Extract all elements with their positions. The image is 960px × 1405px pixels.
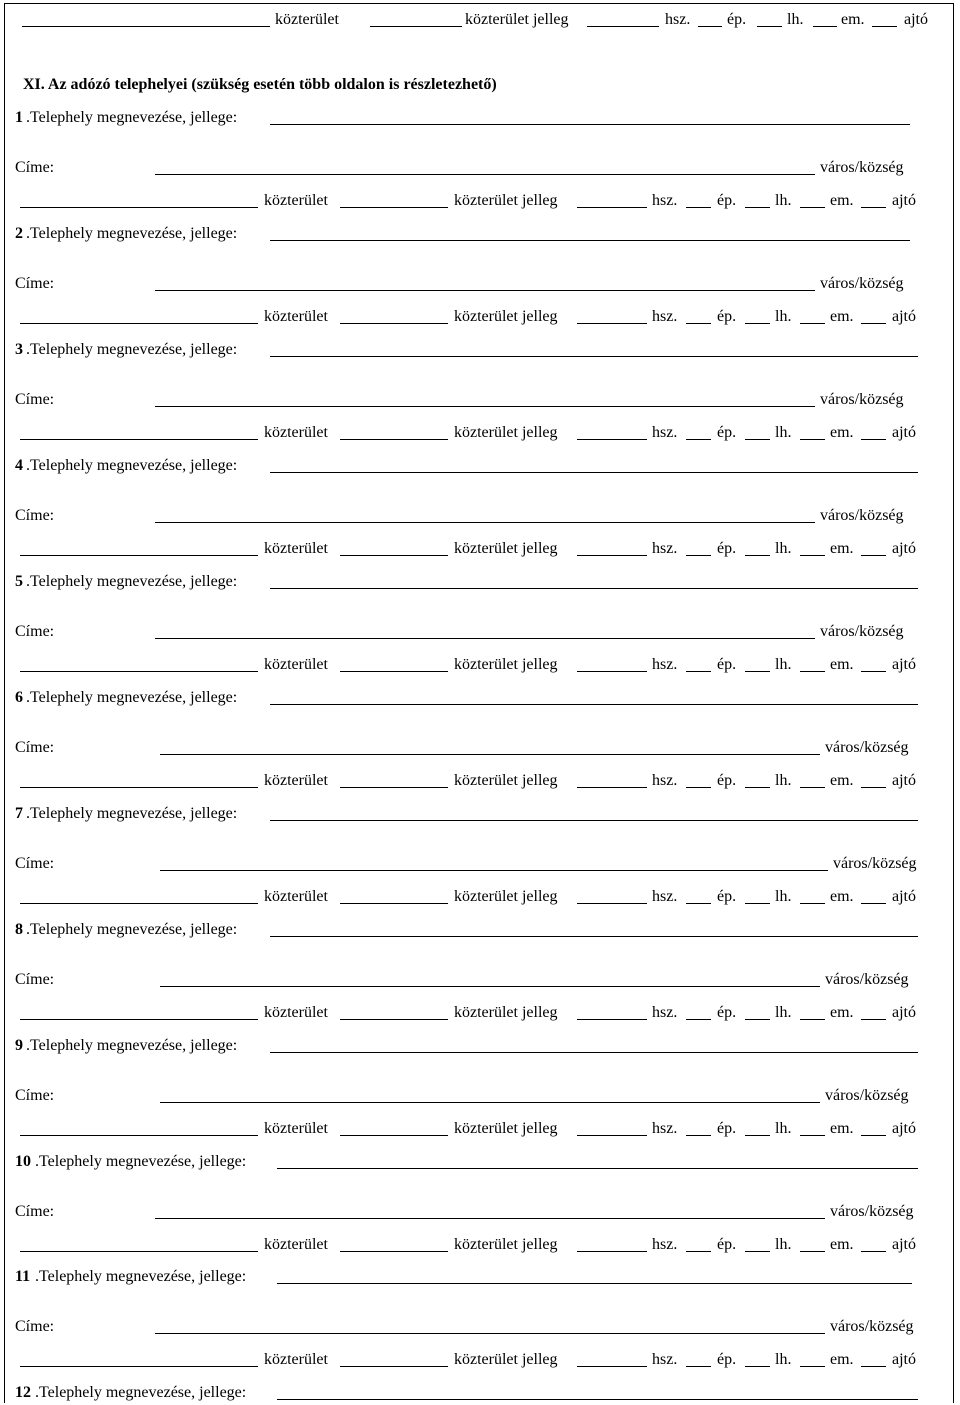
site-city-row <box>0 506 960 526</box>
em-label: em. <box>830 1351 854 1368</box>
cime-label: Címe: <box>15 1203 55 1220</box>
site-name-row <box>0 224 960 244</box>
varos-label: város/község <box>825 1087 909 1104</box>
site-number: 6 <box>15 689 23 706</box>
street-type-field[interactable] <box>340 1251 448 1252</box>
staircase-field[interactable] <box>745 323 770 324</box>
street-type-field[interactable] <box>340 323 448 324</box>
city-field[interactable] <box>160 1102 820 1103</box>
site-name-label: .Telephely megnevezése, jellege: <box>26 457 238 474</box>
floor-field[interactable] <box>800 787 825 788</box>
site-name-label: .Telephely megnevezése, jellege: <box>26 1037 238 1054</box>
lh-label: lh. <box>775 1120 792 1137</box>
ep-label: ép. <box>717 1351 737 1368</box>
site-name-row <box>0 340 960 360</box>
floor-field[interactable] <box>800 1251 825 1252</box>
hsz-label: hsz. <box>652 1236 678 1253</box>
cime-label: Címe: <box>15 623 55 640</box>
staircase-field[interactable] <box>745 903 770 904</box>
ep-label: ép. <box>717 308 737 325</box>
building-field[interactable] <box>686 787 711 788</box>
building-field[interactable] <box>686 439 711 440</box>
em-label: em. <box>841 11 865 28</box>
site-number: 2 <box>15 225 23 242</box>
site-city-row <box>0 970 960 990</box>
lh-label: lh. <box>775 540 792 557</box>
site-name-field[interactable] <box>270 1052 918 1053</box>
door-field[interactable] <box>861 903 886 904</box>
site-name-row <box>0 1267 960 1287</box>
kozterulet-jelleg-label: közterület jelleg <box>454 656 558 673</box>
site-name-field[interactable] <box>270 936 918 937</box>
house-number-field[interactable] <box>577 555 647 556</box>
ep-label: ép. <box>717 1120 737 1137</box>
city-field[interactable] <box>155 290 815 291</box>
ajto-label: ajtó <box>892 1236 916 1253</box>
site-name-field[interactable] <box>270 588 918 589</box>
site-number: 9 <box>15 1037 23 1054</box>
city-field[interactable] <box>155 406 815 407</box>
staircase-field[interactable] <box>745 439 770 440</box>
site-street-row <box>0 771 960 791</box>
ep-label: ép. <box>717 888 737 905</box>
site-name-label: .Telephely megnevezése, jellege: <box>26 341 238 358</box>
street-name-field[interactable] <box>20 1366 258 1367</box>
kozterulet-label: közterület <box>264 772 328 789</box>
cime-label: Címe: <box>15 507 55 524</box>
site-name-field[interactable] <box>277 1168 918 1169</box>
kozterulet-label: közterület <box>264 1120 328 1137</box>
floor-field[interactable] <box>813 26 837 27</box>
varos-label: város/község <box>820 391 904 408</box>
top-address-row <box>0 10 960 30</box>
hsz-label: hsz. <box>652 192 678 209</box>
em-label: em. <box>830 192 854 209</box>
lh-label: lh. <box>775 772 792 789</box>
street-type-field[interactable] <box>340 207 448 208</box>
floor-field[interactable] <box>800 555 825 556</box>
hsz-label: hsz. <box>652 656 678 673</box>
floor-field[interactable] <box>800 323 825 324</box>
floor-field[interactable] <box>800 207 825 208</box>
kozterulet-label: közterület <box>275 11 339 28</box>
site-street-row <box>0 887 960 907</box>
cime-label: Címe: <box>15 1318 55 1335</box>
hsz-label: hsz. <box>652 424 678 441</box>
hsz-label: hsz. <box>652 1004 678 1021</box>
floor-field[interactable] <box>800 1366 825 1367</box>
ajto-label: ajtó <box>892 308 916 325</box>
ep-label: ép. <box>717 424 737 441</box>
cime-label: Címe: <box>15 1087 55 1104</box>
lh-label: lh. <box>787 11 804 28</box>
house-number-field[interactable] <box>577 1366 647 1367</box>
site-street-row <box>0 655 960 675</box>
site-number: 5 <box>15 573 23 590</box>
door-field[interactable] <box>861 1366 886 1367</box>
em-label: em. <box>830 1236 854 1253</box>
house-number-field[interactable] <box>577 207 647 208</box>
house-number-field[interactable] <box>577 1019 647 1020</box>
site-street-row <box>0 1003 960 1023</box>
cime-label: Címe: <box>15 855 55 872</box>
site-name-label: .Telephely megnevezése, jellege: <box>35 1153 247 1170</box>
kozterulet-label: közterület <box>264 192 328 209</box>
city-field[interactable] <box>155 1333 825 1334</box>
street-name-field[interactable] <box>22 26 270 27</box>
floor-field[interactable] <box>800 439 825 440</box>
varos-label: város/község <box>830 1318 914 1335</box>
street-type-field[interactable] <box>340 787 448 788</box>
site-name-label: .Telephely megnevezése, jellege: <box>35 1268 247 1285</box>
kozterulet-jelleg-label: közterület jelleg <box>454 772 558 789</box>
street-type-field[interactable] <box>340 671 448 672</box>
door-field[interactable] <box>861 1135 886 1136</box>
street-name-field[interactable] <box>20 787 258 788</box>
lh-label: lh. <box>775 1004 792 1021</box>
street-name-field[interactable] <box>20 903 258 904</box>
city-field[interactable] <box>155 638 815 639</box>
site-number: 3 <box>15 341 23 358</box>
em-label: em. <box>830 308 854 325</box>
site-name-row <box>0 456 960 476</box>
kozterulet-jelleg-label: közterület jelleg <box>454 1120 558 1137</box>
site-name-label: .Telephely megnevezése, jellege: <box>26 689 238 706</box>
site-name-field[interactable] <box>270 820 918 821</box>
street-type-field[interactable] <box>340 439 448 440</box>
site-number: 11 <box>15 1268 31 1285</box>
kozterulet-label: közterület <box>264 1236 328 1253</box>
kozterulet-label: közterület <box>264 656 328 673</box>
ajto-label: ajtó <box>892 888 916 905</box>
em-label: em. <box>830 1004 854 1021</box>
site-name-field[interactable] <box>270 472 918 473</box>
street-name-field[interactable] <box>20 1251 258 1252</box>
ep-label: ép. <box>727 11 747 28</box>
lh-label: lh. <box>775 1351 792 1368</box>
ep-label: ép. <box>717 1236 737 1253</box>
site-city-row <box>0 1317 960 1337</box>
staircase-field[interactable] <box>757 26 782 27</box>
house-number-field[interactable] <box>577 1251 647 1252</box>
city-field[interactable] <box>155 1218 825 1219</box>
street-type-field[interactable] <box>340 1135 448 1136</box>
varos-label: város/község <box>830 1203 914 1220</box>
site-name-row <box>0 920 960 940</box>
site-city-row <box>0 1086 960 1106</box>
site-city-row <box>0 1202 960 1222</box>
city-field[interactable] <box>155 174 815 175</box>
hsz-label: hsz. <box>652 308 678 325</box>
cime-label: Címe: <box>15 971 55 988</box>
em-label: em. <box>830 656 854 673</box>
street-name-field[interactable] <box>20 1019 258 1020</box>
house-number-field[interactable] <box>577 903 647 904</box>
floor-field[interactable] <box>800 1019 825 1020</box>
street-name-field[interactable] <box>20 439 258 440</box>
ajto-label: ajtó <box>892 424 916 441</box>
door-field[interactable] <box>861 439 886 440</box>
kozterulet-jelleg-label: közterület jelleg <box>454 1004 558 1021</box>
varos-label: város/község <box>833 855 917 872</box>
floor-field[interactable] <box>800 1135 825 1136</box>
ep-label: ép. <box>717 192 737 209</box>
house-number-field[interactable] <box>577 671 647 672</box>
site-name-row <box>0 804 960 824</box>
site-street-row <box>0 539 960 559</box>
cime-label: Címe: <box>15 739 55 756</box>
site-city-row <box>0 738 960 758</box>
kozterulet-jelleg-label: közterület jelleg <box>454 192 558 209</box>
city-field[interactable] <box>160 870 828 871</box>
em-label: em. <box>830 1120 854 1137</box>
site-name-label: .Telephely megnevezése, jellege: <box>26 921 238 938</box>
em-label: em. <box>830 888 854 905</box>
staircase-field[interactable] <box>745 1019 770 1020</box>
section-title <box>0 75 960 95</box>
ep-label: ép. <box>717 772 737 789</box>
house-number-field[interactable] <box>577 787 647 788</box>
site-street-row <box>0 1235 960 1255</box>
building-field[interactable] <box>686 1135 711 1136</box>
ajto-label: ajtó <box>892 1004 916 1021</box>
staircase-field[interactable] <box>745 555 770 556</box>
site-number: 10 <box>15 1153 31 1170</box>
site-name-row <box>0 1383 960 1403</box>
ajto-label: ajtó <box>892 1120 916 1137</box>
site-name-row <box>0 108 960 128</box>
varos-label: város/község <box>825 971 909 988</box>
building-field[interactable] <box>686 207 711 208</box>
site-name-field[interactable] <box>277 1283 912 1284</box>
building-field[interactable] <box>686 671 711 672</box>
site-name-row <box>0 688 960 708</box>
site-city-row <box>0 622 960 642</box>
kozterulet-jelleg-label: közterület jelleg <box>465 11 569 28</box>
hsz-label: hsz. <box>652 888 678 905</box>
ajto-label: ajtó <box>904 11 928 28</box>
staircase-field[interactable] <box>745 787 770 788</box>
site-name-field[interactable] <box>270 356 918 357</box>
ep-label: ép. <box>717 540 737 557</box>
kozterulet-label: közterület <box>264 1004 328 1021</box>
em-label: em. <box>830 540 854 557</box>
kozterulet-jelleg-label: közterület jelleg <box>454 888 558 905</box>
site-name-label: .Telephely megnevezése, jellege: <box>26 225 238 242</box>
house-number-field[interactable] <box>577 323 647 324</box>
site-name-field[interactable] <box>277 1399 918 1400</box>
street-name-field[interactable] <box>20 671 258 672</box>
varos-label: város/község <box>825 739 909 756</box>
hsz-label: hsz. <box>652 540 678 557</box>
site-name-field[interactable] <box>270 240 910 241</box>
staircase-field[interactable] <box>745 207 770 208</box>
hsz-label: hsz. <box>665 11 691 28</box>
site-name-label: .Telephely megnevezése, jellege: <box>26 573 238 590</box>
city-field[interactable] <box>160 754 820 755</box>
site-number: 8 <box>15 921 23 938</box>
site-name-label: .Telephely megnevezése, jellege: <box>26 109 238 126</box>
hsz-label: hsz. <box>652 1120 678 1137</box>
staircase-field[interactable] <box>745 671 770 672</box>
varos-label: város/község <box>820 623 904 640</box>
door-field[interactable] <box>872 26 897 27</box>
kozterulet-jelleg-label: közterület jelleg <box>454 308 558 325</box>
street-name-field[interactable] <box>20 323 258 324</box>
site-city-row <box>0 390 960 410</box>
site-name-row <box>0 1036 960 1056</box>
site-number: 1 <box>15 109 23 126</box>
street-type-field[interactable] <box>370 26 462 27</box>
door-field[interactable] <box>861 1251 886 1252</box>
staircase-field[interactable] <box>745 1251 770 1252</box>
building-field[interactable] <box>686 555 711 556</box>
door-field[interactable] <box>861 207 886 208</box>
house-number-field[interactable] <box>577 1135 647 1136</box>
kozterulet-jelleg-label: közterület jelleg <box>454 540 558 557</box>
ajto-label: ajtó <box>892 772 916 789</box>
cime-label: Címe: <box>15 391 55 408</box>
kozterulet-label: közterület <box>264 1351 328 1368</box>
cime-label: Címe: <box>15 159 55 176</box>
street-type-field[interactable] <box>340 1019 448 1020</box>
site-street-row <box>0 191 960 211</box>
kozterulet-label: közterület <box>264 888 328 905</box>
varos-label: város/község <box>820 159 904 176</box>
varos-label: város/község <box>820 275 904 292</box>
street-type-field[interactable] <box>340 555 448 556</box>
building-field[interactable] <box>686 903 711 904</box>
site-name-row <box>0 1152 960 1172</box>
building-field[interactable] <box>686 323 711 324</box>
ajto-label: ajtó <box>892 656 916 673</box>
street-name-field[interactable] <box>20 207 258 208</box>
site-name-label: .Telephely megnevezése, jellege: <box>35 1384 247 1401</box>
staircase-field[interactable] <box>745 1366 770 1367</box>
street-name-field[interactable] <box>20 555 258 556</box>
house-number-field[interactable] <box>587 26 659 27</box>
lh-label: lh. <box>775 888 792 905</box>
house-number-field[interactable] <box>577 439 647 440</box>
site-city-row <box>0 158 960 178</box>
floor-field[interactable] <box>800 671 825 672</box>
site-number: 12 <box>15 1384 31 1401</box>
door-field[interactable] <box>861 1019 886 1020</box>
lh-label: lh. <box>775 1236 792 1253</box>
ep-label: ép. <box>717 656 737 673</box>
site-name-field[interactable] <box>270 124 910 125</box>
kozterulet-label: közterület <box>264 308 328 325</box>
em-label: em. <box>830 424 854 441</box>
door-field[interactable] <box>861 671 886 672</box>
site-name-label: .Telephely megnevezése, jellege: <box>26 805 238 822</box>
street-name-field[interactable] <box>20 1135 258 1136</box>
kozterulet-jelleg-label: közterület jelleg <box>454 1236 558 1253</box>
city-field[interactable] <box>155 522 815 523</box>
site-city-row <box>0 854 960 874</box>
lh-label: lh. <box>775 656 792 673</box>
staircase-field[interactable] <box>745 1135 770 1136</box>
ajto-label: ajtó <box>892 1351 916 1368</box>
varos-label: város/község <box>820 507 904 524</box>
ajto-label: ajtó <box>892 192 916 209</box>
building-field[interactable] <box>686 1019 711 1020</box>
site-name-field[interactable] <box>270 704 918 705</box>
ajto-label: ajtó <box>892 540 916 557</box>
door-field[interactable] <box>861 555 886 556</box>
street-type-field[interactable] <box>340 903 448 904</box>
cime-label: Címe: <box>15 275 55 292</box>
site-city-row <box>0 274 960 294</box>
kozterulet-label: közterület <box>264 424 328 441</box>
section-title-text: XI. Az adózó telephelyei (szükség esetén több oldalon is részletezhető) <box>23 76 497 93</box>
site-name-row <box>0 572 960 592</box>
door-field[interactable] <box>861 323 886 324</box>
site-street-row <box>0 1350 960 1370</box>
lh-label: lh. <box>775 308 792 325</box>
hsz-label: hsz. <box>652 772 678 789</box>
street-type-field[interactable] <box>340 1366 448 1367</box>
lh-label: lh. <box>775 424 792 441</box>
em-label: em. <box>830 772 854 789</box>
kozterulet-jelleg-label: közterület jelleg <box>454 424 558 441</box>
site-street-row <box>0 423 960 443</box>
kozterulet-jelleg-label: közterület jelleg <box>454 1351 558 1368</box>
floor-field[interactable] <box>800 903 825 904</box>
site-street-row <box>0 1119 960 1139</box>
ep-label: ép. <box>717 1004 737 1021</box>
site-street-row <box>0 307 960 327</box>
city-field[interactable] <box>160 986 820 987</box>
lh-label: lh. <box>775 192 792 209</box>
building-field[interactable] <box>698 26 722 27</box>
site-number: 7 <box>15 805 23 822</box>
door-field[interactable] <box>861 787 886 788</box>
building-field[interactable] <box>686 1366 711 1367</box>
hsz-label: hsz. <box>652 1351 678 1368</box>
building-field[interactable] <box>686 1251 711 1252</box>
site-number: 4 <box>15 457 23 474</box>
kozterulet-label: közterület <box>264 540 328 557</box>
